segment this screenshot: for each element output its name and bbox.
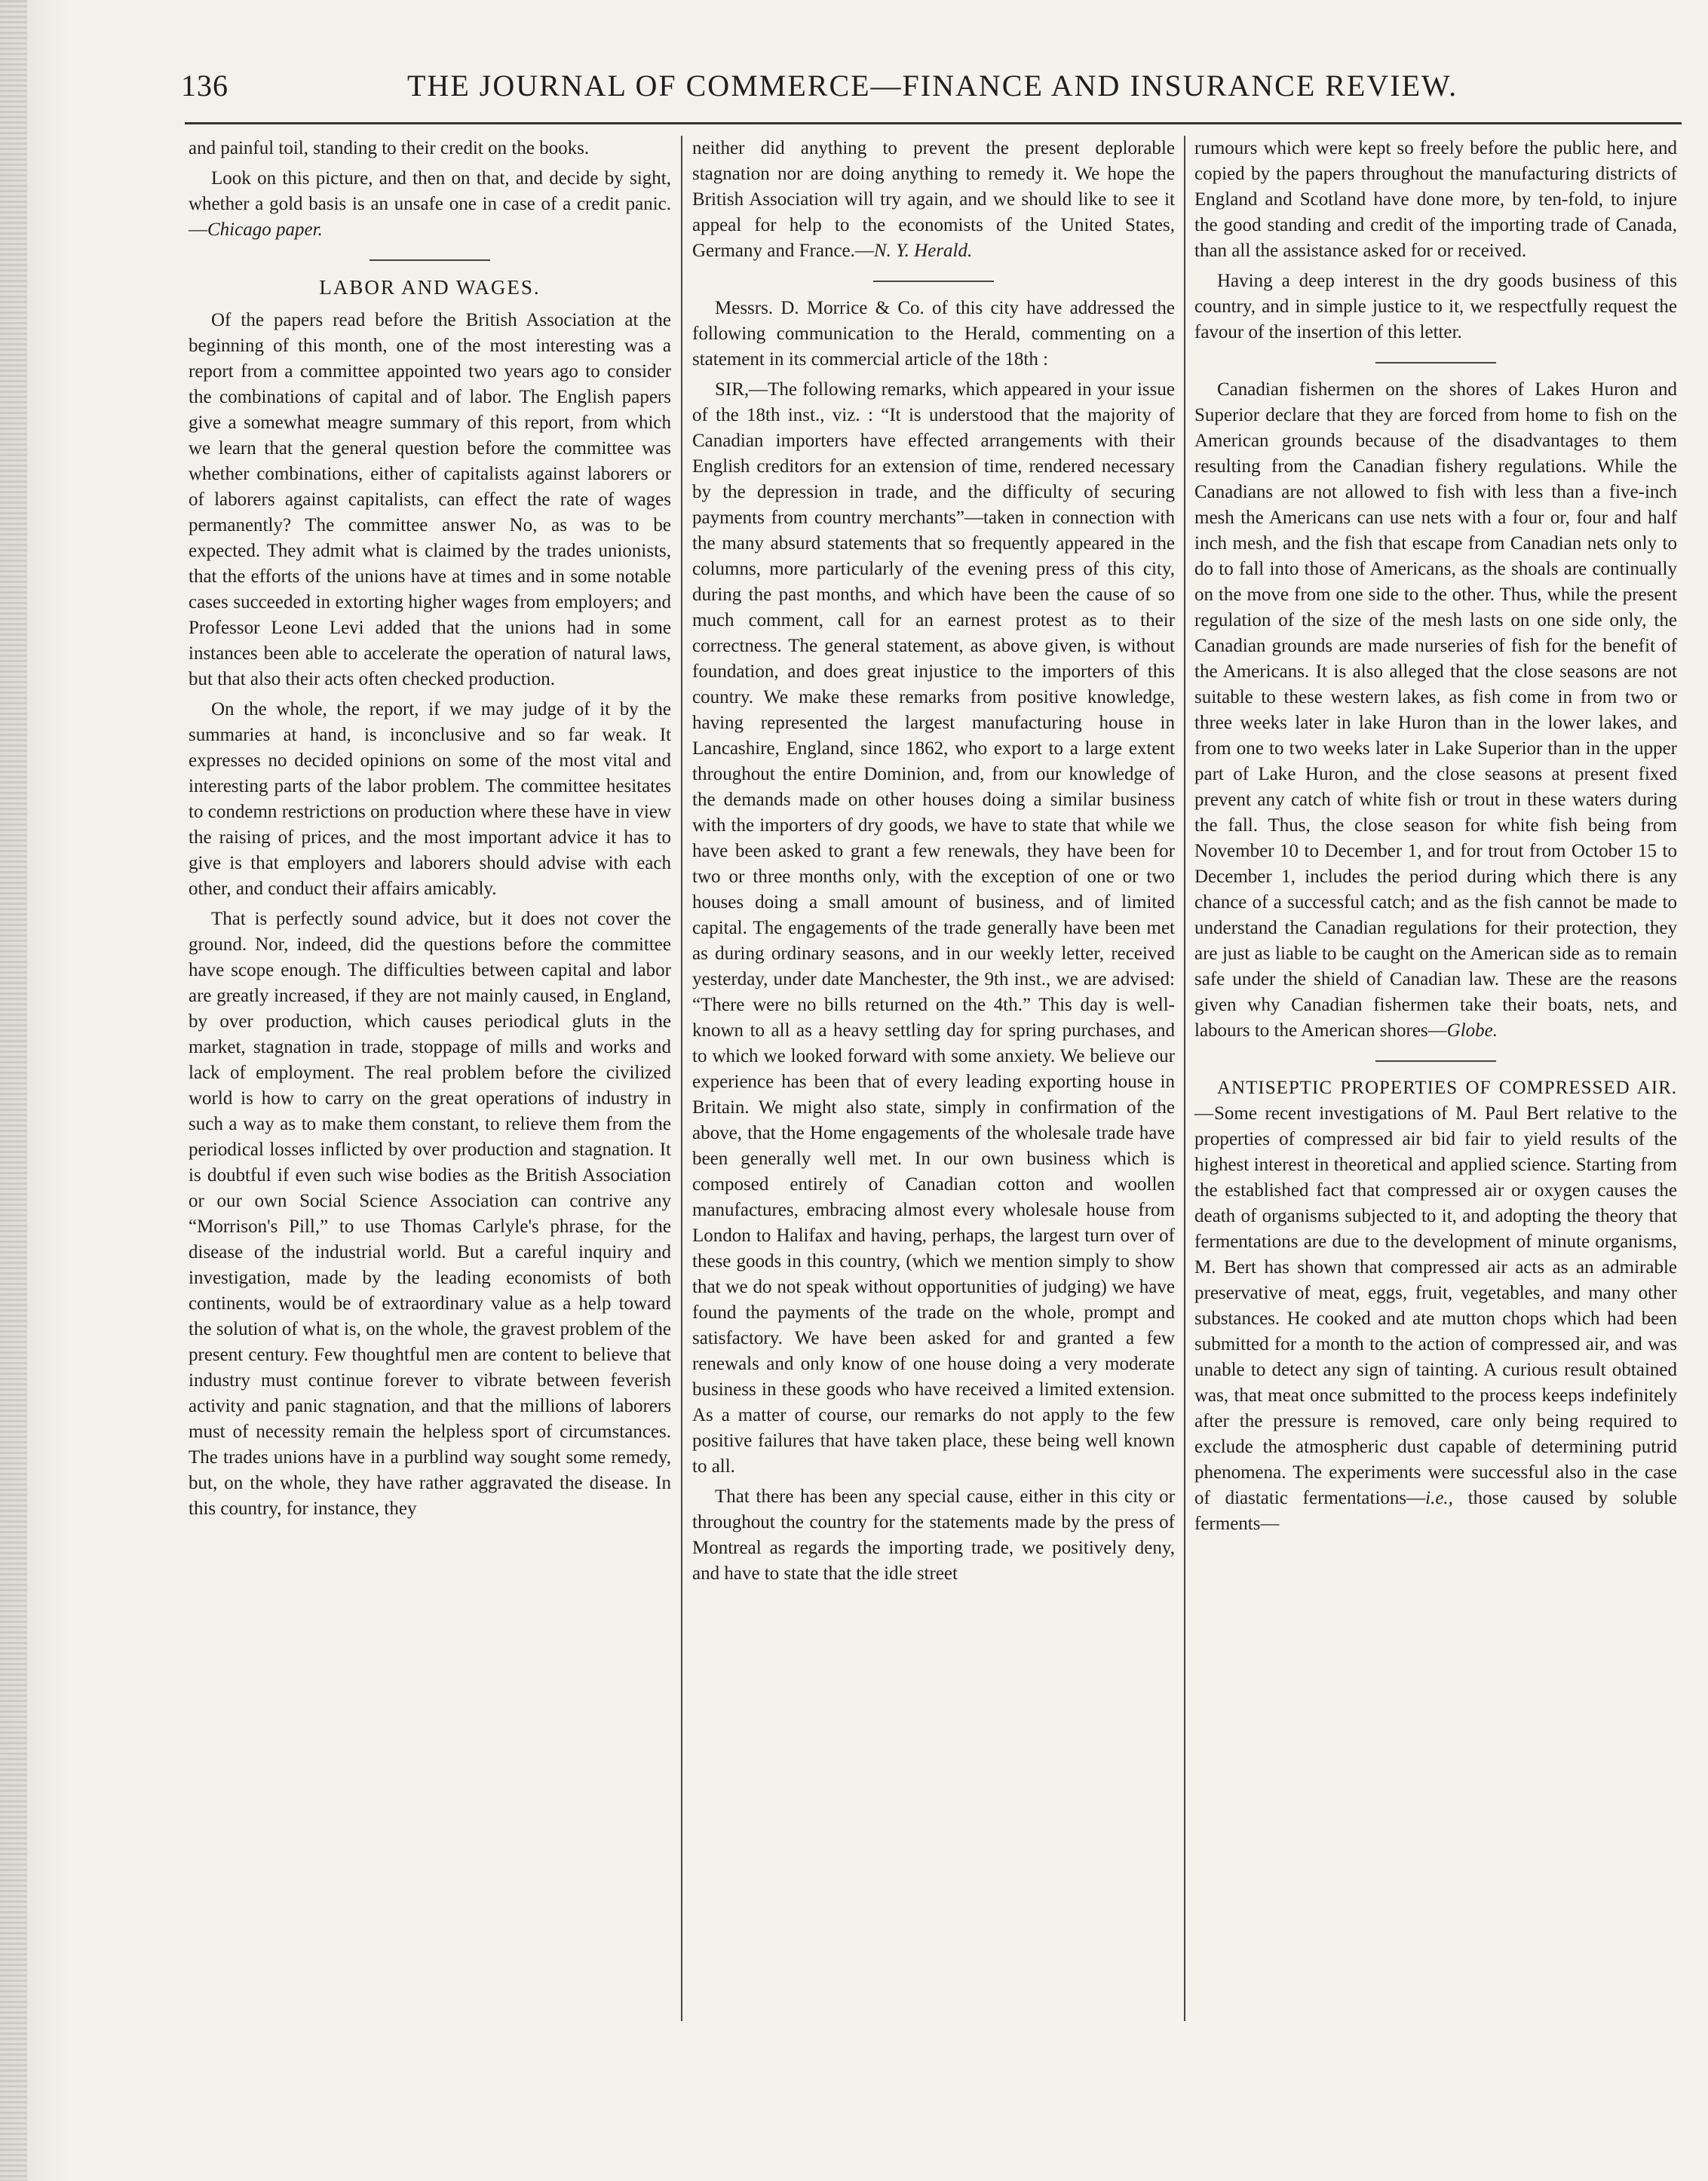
- binding-edge: [0, 0, 27, 2181]
- running-title: THE JOURNAL OF COMMERCE—FINANCE AND INSURANCE REVIEW.: [407, 69, 1458, 103]
- source-credit: N. Y. Herald.: [873, 241, 973, 261]
- section-divider: [1375, 362, 1496, 364]
- section-divider: [1375, 1060, 1496, 1062]
- gold-basis-paragraph: Look on this picture, and then on that, and decide by sight, whether a gold basis is an unsafe one in case of a credit panic.—Chicago paper.: [189, 168, 671, 240]
- article-paragraph: Of the papers read before the British Association at the beginning of this month, one of the most interesting was a report from a committee appointed two years ago to consider the combinations of capital and of labor. The English papers give a somewhat meagre summary of this report, from which we learn that the general question before the committee was whether combinations, either of capitalists against laborers or of laborers against capitalists, can effect the rate of wages permanently? The committee answer No, as was to be expected. They admit what is claimed by the trades unionists, that the efforts of the unions have at times and in some notable cases succeeded in extorting higher wages from employers; and Professor Leone Levi added that the unions had in some instances been able to accelerate the operation of natural laws, but that also their acts often checked production.: [189, 310, 671, 689]
- section-divider: [370, 259, 490, 261]
- section-heading-labor-and-wages: LABOR AND WAGES.: [319, 276, 541, 299]
- article-paragraph: On the whole, the report, if we may judge of it by the summaries at hand, is inconclusive and so far weak. It expresses no decided opinions on some of the most vital and interesting parts of the labor problem. The committee hesitates to condemn restrictions on production where these have in view the raising of prices, and the most important advice it has to give is that employers and laborers should advise with each other, and conduct their affairs amicably.: [189, 699, 671, 899]
- header-rule: [185, 122, 1682, 124]
- section-divider: [873, 281, 994, 282]
- continued-paragraph: rumours which were kept so freely before the public here, and copied by the papers throughout the manufacturing districts of England and Scotland have done more, by ten-fold, to injure the good standing and credit of the importing trade of Canada, than all the assistance asked for or received.: [1194, 138, 1677, 261]
- column-3: [1194, 136, 1677, 1541]
- page-number: 136: [181, 69, 228, 103]
- fishermen-paragraph: Canadian fishermen on the shores of Lakes Huron and Superior declare that they are forced from home to fish on the American grounds because of the disadvantages to them resulting from the Canadian fishery regulations. While the Canadians are not allowed to fish with less than a five-inch mesh the Americans can use nets with a four or, four and half inch mesh, and the fish that escape from Canadian nets only to do to fall into those of Americans, as the shoals are continually on the move from one side to the other. Thus, while the present regulation of the size of the mesh lasts on one side only, the Canadian grounds are made nurseries of fish for the benefit of the Americans. It is also alleged that the close seasons are not suitable to these western lakes, as fish come in from two or three weeks later in lake Huron than in the lower lakes, and from one to two weeks later in Lake Superior than in the upper part of Lake Huron, and the close seasons at present fixed prevent any catch of white fish or trout in these waters during the fall. Thus, the close season for white fish being from November 10 to December 1, and for trout from October 15 to December 1, includes the period during which there is any chance of a successful catch; and as the fish cannot be made to understand the Canadian regulations for their protection, they are just as liable to be caught on the American side as to remain safe under the shield of Canadian law. These are the reasons given why Canadian fishermen take their boats, nets, and labours to the American shores—Globe.: [1194, 379, 1677, 1041]
- source-credit: Globe.: [1446, 1020, 1498, 1041]
- column-rule-right: [1184, 136, 1185, 2021]
- run-in-heading: ANTISEPTIC PROPERTIES OF COMPRESSED AIR.—: [1194, 1078, 1677, 1124]
- letter-closing-paragraph: Having a deep interest in the dry goods business of this country, and in simple justice to it, we respectfully request the favour of the insertion of this letter.: [1194, 271, 1677, 342]
- article-paragraph: That is perfectly sound advice, but it does not cover the ground. Nor, indeed, did the questions before the committee have scope enough. The difficulties between capital and labor are greatly increased, if they are not mainly caused, in England, by over production, which causes periodical gluts in the market, stagnation in trade, stoppage of mills and works and lack of employment. The real problem before the civilized world is how to carry on the great operations of industry in such a way as to make them constant, to relieve them from the periodical losses inflicted by over production and stagnation. It is doubtful if even such wise bodies as the British Association or our own Social Science Association can contrive any “Morrison's Pill,” to use Thomas Carlyle's phrase, for the disease of the industrial world. But a careful inquiry and investigation, made by the leading economists of both continents, would be of extraordinary value as a help toward the solution of what is, on the whole, the gravest problem of the present century. Few thoughtful men are content to believe that industry must continue forever to vibrate between feverish activity and panic stagnation, and that the millions of laborers must of necessity remain the helpless sport of circumstances. The trades unions have in a purblind way sought some remedy, but, on the whole, they have rather aggravated the disease. In this country, for instance, they: [189, 909, 671, 1519]
- page-header: [181, 62, 1685, 115]
- source-credit: Chicago paper.: [207, 219, 323, 240]
- continued-paragraph: neither did anything to prevent the present deplorable stagnation nor are doing anything to remedy it. We hope the British Association will try again, and we should like to see it appeal for help to the economists of the United States, Germany and France.—N. Y. Herald.: [692, 138, 1175, 261]
- column-1: [189, 136, 671, 1526]
- letter-intro-paragraph: Messrs. D. Morrice & Co. of this city have addressed the following communication to the Herald, commenting on a statement in its commercial article of the 18th :: [692, 298, 1175, 370]
- column-rule-left: [681, 136, 682, 2021]
- column-2: [692, 136, 1175, 1591]
- letter-paragraph: SIR,—The following remarks, which appeared in your issue of the 18th inst., viz. : “It is understood that the majority of Canadian importers have effected arrangements with their English creditors for an extension of time, rendered necessary by the depression in trade, and the difficulty of securing payments from country merchants”—taken in connection with the many absurd statements that so frequently appeared in the columns, more particularly of the evening press of this city, during the past months, and which have been the cause of so much comment, call for an earnest protest as to their correctness. The general statement, as above given, is without foundation, and does great injustice to the importers of this country. We make these remarks from positive knowledge, having represented the largest manufacturing house in Lancashire, England, since 1862, who export to a large extent throughout the entire Dominion, and, from our knowledge of the demands made on other houses doing a similar business with the importers of dry goods, we have to state that while we have been asked to grant a few renewals, they have been for two or three months only, with the exception of one or two houses doing a small amount of business, and of limited capital. The engagements of the trade generally have been met as during ordinary seasons, and in our weekly letter, received yesterday, under date Manchester, the 9th inst., we are advised: “There were no bills returned on the 4th.” This day is well-known to all as a heavy settling day for spring purchases, and to which we looked forward with some anxiety. We believe our experience has been that of every leading exporting house in Britain. We might also state, simply in confirmation of the above, that the Home engagements of the wholesale trade have been generally well met. In our own business which is composed entirely of Canadian cotton and woollen manufactures, embracing almost every wholesale house from London to Halifax and having, perhaps, the largest turn over of these goods in this country, (which we mention simply to show that we do not speak without opportunities of judging) we have found the payments of the trade on the whole, prompt and satisfactory. We have been asked for and granted a few renewals and only know of one house doing a very moderate business in these goods who have received a limited extension. As a matter of course, our remarks do not apply to the few positive failures that have taken place, these being well known to all.: [692, 379, 1175, 1477]
- antiseptic-paragraph: ANTISEPTIC PROPERTIES OF COMPRESSED AIR.—Some recent investigations of M. Paul Bert relative to the properties of compressed air bid fair to yield results of the highest interest in theoretical and applied science. Starting from the established fact that compressed air or oxygen causes the death of organisms subjected to it, and adopting the theory that fermentations are due to the development of minute organisms, M. Bert has shown that compressed air acts as an admirable preservative of meat, eggs, fruit, vegetables, and many other substances. He cooked and ate mutton chops which had been submitted for a month to the action of compressed air, and was unable to detect any sign of tainting. A curious result obtained was, that meat once submitted to the process keeps indefinitely after the pressure is removed, care only being required to exclude the atmospheric dust capable of determining putrid phenomena. The experiments were successful also in the case of diastatic fermentations—i.e., those caused by soluble ferments—: [1194, 1078, 1678, 1534]
- letter-paragraph: That there has been any special cause, either in this city or throughout the country for the statements made by the press of Montreal as regards the importing trade, we positively deny, and have to state that the idle street: [692, 1486, 1175, 1584]
- continued-paragraph: and painful toil, standing to their credit on the books.: [189, 138, 590, 158]
